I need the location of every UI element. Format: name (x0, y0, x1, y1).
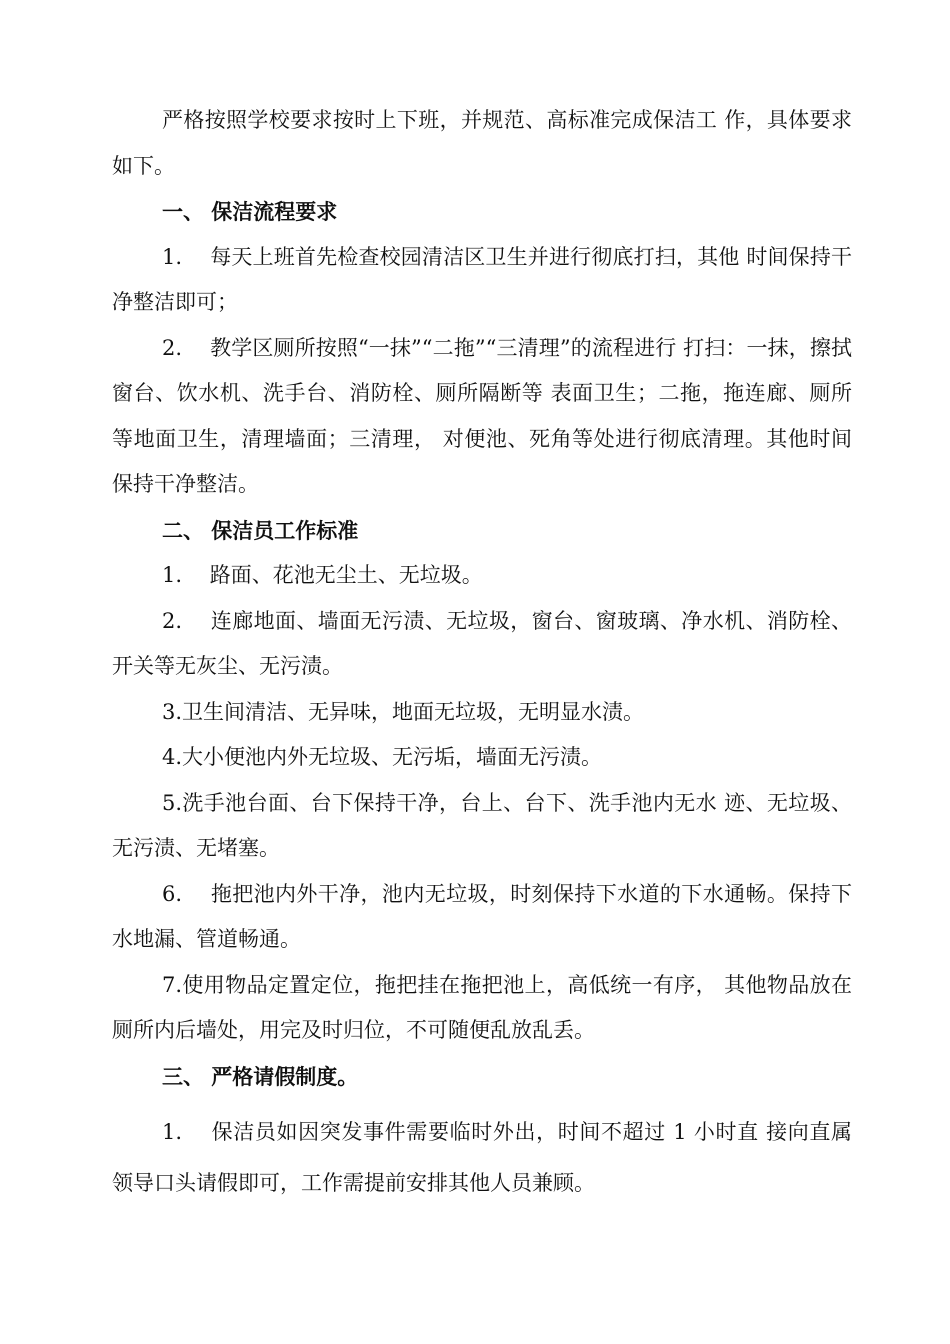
list-item: 5.洗手池台面、台下保持干净，台上、台下、洗手池内无水 迹、无垃圾、无污渍、无堵塞。 (112, 790, 852, 860)
list-item: 1. 路面、花池无尘土、无垃圾。 (162, 563, 483, 587)
list-item: 1. 保洁员如因突发事件需要临时外出，时间不超过 1 小时直 接向直属领导口头请假即可，工作需提前安排其他人员兼顾。 (112, 1120, 852, 1195)
list-item: 1. 每天上班首先检查校园清洁区卫生并进行彻底打扫，其他 时间保持干净整洁即可； (112, 244, 852, 314)
list-item: 2. 连廊地面、墙面无污渍、无垃圾，窗台、窗玻璃、净水机、消防栓、开关等无灰尘、无污渍。 (112, 608, 852, 678)
list-item: 3.卫生间清洁、无异味，地面无垃圾，无明显水渍。 (162, 699, 645, 724)
section-heading-2: 二、 保洁员工作标准 (162, 517, 359, 543)
list-item: 6. 拖把池内外干净，池内无垃圾，时刻保持下水道的下水通畅。保持下水地漏、管道畅通。 (112, 881, 852, 951)
intro-paragraph: 严格按照学校要求按时上下班，并规范、高标准完成保洁工 作，具体要求如下。 (112, 108, 852, 178)
section-heading-3: 三、 严格请假制度。 (162, 1063, 359, 1089)
document-page (112, 98, 852, 1209)
list-item: 7.使用物品定置定位，拖把挂在拖把池上，高低统一有序， 其他物品放在厕所内后墙处，用完及时归位，不可随便乱放乱丢。 (112, 972, 852, 1042)
section-heading-1: 一、 保洁流程要求 (162, 199, 338, 224)
list-item: 4.大小便池内外无垃圾、无污垢，墙面无污渍。 (162, 745, 603, 769)
list-item: 2. 教学区厕所按照“一抹”“二拖”“三清理”的流程进行 打扫：一抹，擦拭窗台、饮水机、洗手台、消防栓、厕所隔断等 表面卫生；二拖，拖连廊、厕所等地面卫生，清理墙面；三清理， 对便池、死角等处进行彻底清理。其他时间保持干净整洁。 (112, 335, 852, 496)
